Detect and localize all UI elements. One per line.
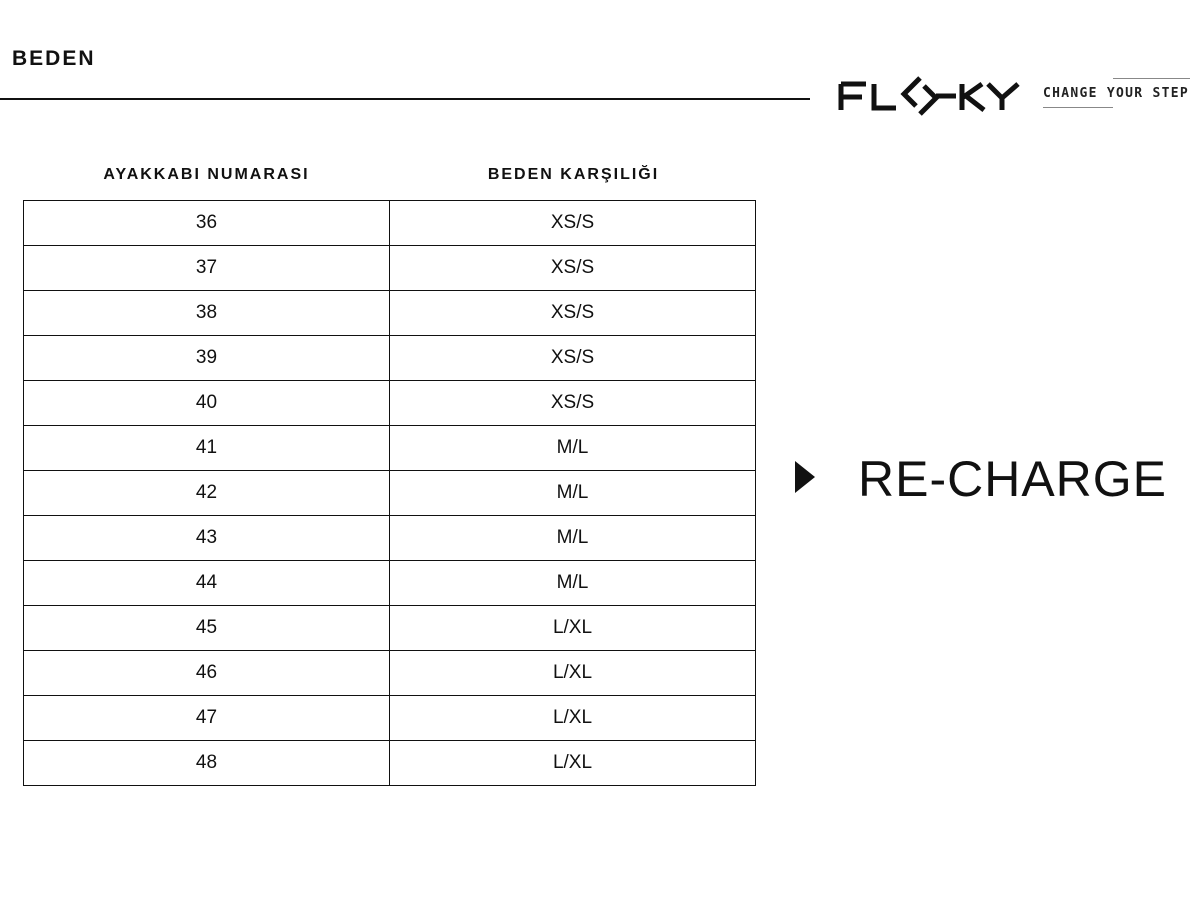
table-row [24, 381, 756, 426]
clothing-size-cell: L/XL [390, 606, 756, 651]
table-row [24, 201, 756, 246]
page-title: BEDEN [12, 47, 96, 70]
clothing-size-cell: XS/S [390, 201, 756, 246]
divider [0, 98, 810, 100]
clothing-size-cell: XS/S [390, 336, 756, 381]
shoe-size-cell: 48 [24, 741, 390, 786]
column-header-shoe-size: AYAKKABI NUMARASI [103, 166, 310, 183]
shoe-size-cell: 47 [24, 696, 390, 741]
tagline-rule-top [1113, 78, 1190, 79]
shoe-size-cell: 40 [24, 381, 390, 426]
clothing-size-cell: M/L [390, 516, 756, 561]
size-table [23, 200, 756, 786]
table-row [24, 426, 756, 471]
shoe-size-cell: 46 [24, 651, 390, 696]
table-row [24, 696, 756, 741]
table-row [24, 606, 756, 651]
table-row [24, 336, 756, 381]
shoe-size-cell: 37 [24, 246, 390, 291]
play-triangle-icon [795, 461, 815, 493]
tagline-rule-bottom [1043, 107, 1113, 108]
clothing-size-cell: L/XL [390, 741, 756, 786]
table-row [24, 246, 756, 291]
clothing-size-cell: XS/S [390, 381, 756, 426]
shoe-size-cell: 39 [24, 336, 390, 381]
table-row [24, 741, 756, 786]
shoe-size-cell: 45 [24, 606, 390, 651]
shoe-size-cell: 41 [24, 426, 390, 471]
table-row [24, 471, 756, 516]
clothing-size-cell: M/L [390, 561, 756, 606]
brand-tagline: CHANGE YOUR STEP [1043, 86, 1190, 101]
clothing-size-cell: L/XL [390, 651, 756, 696]
table-row [24, 291, 756, 336]
shoe-size-cell: 44 [24, 561, 390, 606]
clothing-size-cell: XS/S [390, 291, 756, 336]
product-name: RE-CHARGE [858, 451, 1168, 507]
clothing-size-cell: M/L [390, 426, 756, 471]
clothing-size-cell: M/L [390, 471, 756, 516]
table-row [24, 651, 756, 696]
shoe-size-cell: 42 [24, 471, 390, 516]
column-header-clothing-size: BEDEN KARŞILIĞI [487, 166, 660, 183]
clothing-size-cell: XS/S [390, 246, 756, 291]
clothing-size-cell: L/XL [390, 696, 756, 741]
shoe-size-cell: 36 [24, 201, 390, 246]
shoe-size-cell: 43 [24, 516, 390, 561]
shoe-size-cell: 38 [24, 291, 390, 336]
table-row [24, 561, 756, 606]
brand-logo [838, 74, 1028, 118]
table-row [24, 516, 756, 561]
